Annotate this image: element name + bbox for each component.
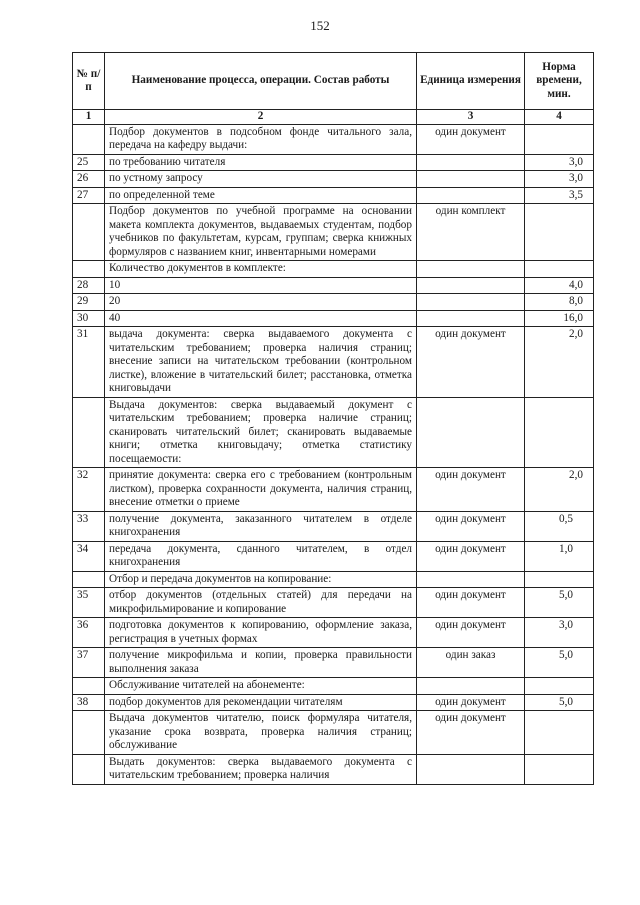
row-number: 32 [73, 468, 105, 512]
column-number: 3 [417, 110, 525, 125]
row-norm: 5,0 [525, 694, 594, 711]
row-number [73, 204, 105, 261]
row-description: 10 [105, 277, 417, 294]
table-row [73, 571, 594, 588]
row-description: Выдача документов читателю, поиск формуляра читателя, указание срока возврата, проверка наличия страниц; обслуживание [105, 711, 417, 755]
row-description: принятие документа: сверка его с требованием (контрольным листком), проверка сохранности документа, наличия страниц, внесение отметки о приеме [105, 468, 417, 512]
row-norm: 1,0 [525, 541, 594, 571]
row-number [73, 678, 105, 695]
row-description: выдача документа: сверка выдаваемого документа с читательским требованием; проверка наличия страниц; внесение записи на читательском требовании (контрольном листке), вложение в читательский билет; расстановка, отметка книговыдачи [105, 327, 417, 398]
row-unit [417, 294, 525, 311]
row-unit: один комплект [417, 204, 525, 261]
row-norm: 0,5 [525, 511, 594, 541]
row-norm [525, 261, 594, 278]
row-description: Подбор документов в подсобном фонде читального зала, передача на кафедру выдачи: [105, 124, 417, 154]
row-norm: 5,0 [525, 588, 594, 618]
row-unit: один документ [417, 124, 525, 154]
row-unit: один документ [417, 511, 525, 541]
table-row [73, 204, 594, 261]
row-number: 30 [73, 310, 105, 327]
column-number: 4 [525, 110, 594, 125]
row-number: 28 [73, 277, 105, 294]
row-norm: 5,0 [525, 648, 594, 678]
header-norm: Норма времени, мин. [525, 53, 594, 110]
row-number [73, 261, 105, 278]
table-row [73, 154, 594, 171]
table-row [73, 678, 594, 695]
row-norm [525, 571, 594, 588]
row-description: 20 [105, 294, 417, 311]
row-unit [417, 754, 525, 784]
row-description: Отбор и передача документов на копирование: [105, 571, 417, 588]
row-number [73, 711, 105, 755]
table-row [73, 187, 594, 204]
row-norm [525, 754, 594, 784]
row-number [73, 571, 105, 588]
row-number: 37 [73, 648, 105, 678]
row-number [73, 124, 105, 154]
row-unit: один документ [417, 327, 525, 398]
row-description: получение микрофильма и копии, проверка правильности выполнения заказа [105, 648, 417, 678]
row-number: 26 [73, 171, 105, 188]
row-unit [417, 277, 525, 294]
row-unit [417, 261, 525, 278]
row-number: 36 [73, 618, 105, 648]
row-description: отбор документов (отдельных статей) для передачи на микрофильмирование и копирование [105, 588, 417, 618]
table-row [73, 618, 594, 648]
table-row [73, 541, 594, 571]
row-norm: 8,0 [525, 294, 594, 311]
row-norm: 16,0 [525, 310, 594, 327]
row-number: 31 [73, 327, 105, 398]
row-description: передача документа, сданного читателем, в отдел книгохранения [105, 541, 417, 571]
row-description: по определенной теме [105, 187, 417, 204]
table-header-row [73, 53, 594, 110]
row-unit: один документ [417, 541, 525, 571]
row-unit [417, 187, 525, 204]
row-description: Выдать документов: сверка выдаваемого документа с читательским требованием; проверка наличия [105, 754, 417, 784]
table-row [73, 397, 594, 468]
page-number: 152 [310, 18, 330, 33]
table-row [73, 711, 594, 755]
row-description: Обслуживание читателей на абонементе: [105, 678, 417, 695]
row-unit [417, 154, 525, 171]
row-number: 35 [73, 588, 105, 618]
row-number: 38 [73, 694, 105, 711]
table-row [73, 277, 594, 294]
table-row [73, 694, 594, 711]
row-unit [417, 397, 525, 468]
table-row [73, 588, 594, 618]
row-norm [525, 204, 594, 261]
row-norm [525, 678, 594, 695]
row-number: 25 [73, 154, 105, 171]
row-number: 33 [73, 511, 105, 541]
row-unit [417, 678, 525, 695]
table-row [73, 171, 594, 188]
row-unit [417, 310, 525, 327]
table-row [73, 327, 594, 398]
row-description: 40 [105, 310, 417, 327]
row-unit [417, 571, 525, 588]
row-unit: один документ [417, 618, 525, 648]
row-number [73, 754, 105, 784]
row-norm: 3,5 [525, 187, 594, 204]
column-number: 2 [105, 110, 417, 125]
column-number-row [73, 110, 594, 125]
row-description: по требованию читателя [105, 154, 417, 171]
row-description: по устному запросу [105, 171, 417, 188]
row-norm: 3,0 [525, 618, 594, 648]
row-unit: один документ [417, 694, 525, 711]
table-row [73, 261, 594, 278]
row-unit: один документ [417, 588, 525, 618]
table-row [73, 511, 594, 541]
row-norm: 2,0 [525, 468, 594, 512]
column-number: 1 [73, 110, 105, 125]
table-row [73, 648, 594, 678]
row-unit: один документ [417, 711, 525, 755]
row-norm: 3,0 [525, 171, 594, 188]
time-norms-table [72, 52, 594, 785]
row-description: Выдача документов: сверка выдаваемый документ с читательским требованием; проверка наличие страниц; сканировать читательский билет; сканировать выдаваемые книги; отметка книговыдачу; отметка статистику посещаемости: [105, 397, 417, 468]
table-row [73, 294, 594, 311]
row-description: Количество документов в комплекте: [105, 261, 417, 278]
row-number: 34 [73, 541, 105, 571]
row-number [73, 397, 105, 468]
row-norm [525, 397, 594, 468]
table-row [73, 124, 594, 154]
table-row [73, 468, 594, 512]
header-num: № п/п [73, 53, 105, 110]
row-unit: один заказ [417, 648, 525, 678]
row-description: подбор документов для рекомендации читателям [105, 694, 417, 711]
row-unit: один документ [417, 468, 525, 512]
row-norm [525, 711, 594, 755]
header-name: Наименование процесса, операции. Состав работы [105, 53, 417, 110]
row-description: подготовка документов к копированию, оформление заказа, регистрация в учетных формах [105, 618, 417, 648]
row-unit [417, 171, 525, 188]
row-number: 29 [73, 294, 105, 311]
row-norm: 2,0 [525, 327, 594, 398]
row-description: Подбор документов по учебной программе на основании макета комплекта документов, выдаваемых студентам, подбор учебников по факультетам, курсам, группам; сверка книжных формуляров с названием книг, инвентарными номерами [105, 204, 417, 261]
row-norm [525, 124, 594, 154]
row-number: 27 [73, 187, 105, 204]
row-norm: 3,0 [525, 154, 594, 171]
row-norm: 4,0 [525, 277, 594, 294]
table-row [73, 754, 594, 784]
row-description: получение документа, заказанного читателем в отделе книгохранения [105, 511, 417, 541]
header-unit: Единица измерения [417, 53, 525, 110]
table-row [73, 310, 594, 327]
